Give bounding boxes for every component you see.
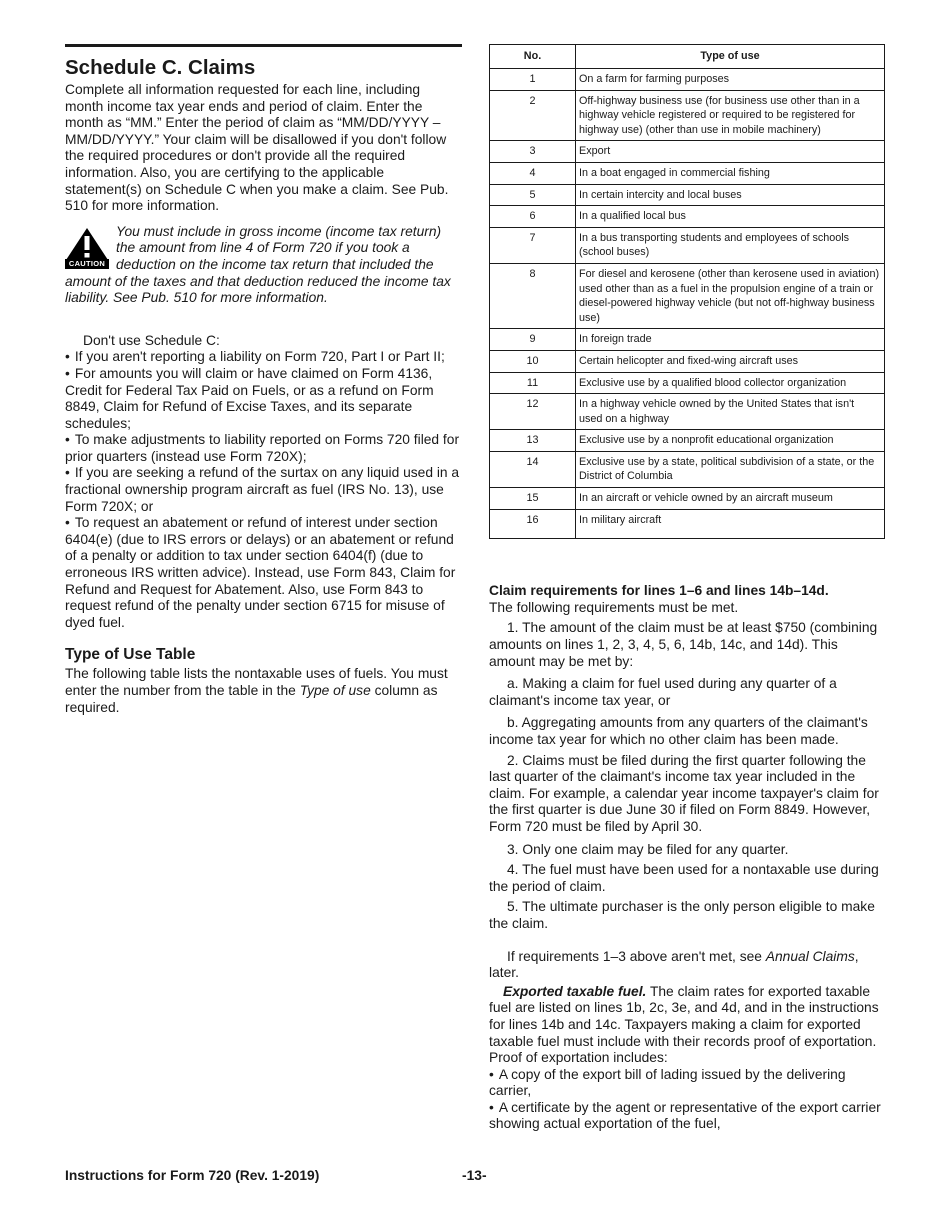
footer-form-name: Instructions for Form 720 (Rev. 1-2019) (65, 1168, 320, 1183)
table-row (490, 430, 885, 452)
caution-icon (65, 227, 109, 269)
row-use: In certain intercity and local buses (576, 184, 885, 206)
row-number: 8 (490, 263, 576, 328)
row-use: In a boat engaged in commercial fishing (576, 162, 885, 184)
table-row (490, 162, 885, 184)
dont-use-item: • To make adjustments to liability reported on Forms 720 filed for prior quarters (instead use Form 720X); (65, 432, 462, 465)
table-header-row (490, 45, 885, 69)
table-row (490, 394, 885, 430)
table-row (490, 372, 885, 394)
row-number: 5 (490, 184, 576, 206)
table-row (490, 141, 885, 163)
claim-requirements-intro: The following requirements must be met. (489, 599, 739, 615)
row-use: In foreign trade (576, 329, 885, 351)
dont-use-heading: Don't use Schedule C: (83, 332, 220, 348)
dont-use-item: • If you are seeking a refund of the surtax on any liquid used in a fractional ownership program aircraft as fuel (IRS No. 13), use Form 720X; or (65, 465, 462, 515)
export-proof-item: • A certificate by the agent or representative of the export carrier showing actual exportation of the fuel, (489, 1100, 885, 1133)
requirement-1a: a. Making a claim for fuel used during any quarter of a claimant's income tax year, or (489, 676, 837, 708)
row-number: 7 (490, 227, 576, 263)
row-number: 16 (490, 509, 576, 539)
row-number: 4 (490, 162, 576, 184)
table-row (490, 206, 885, 228)
row-use: Exclusive use by a state, political subdivision of a state, or the District of Columbia (576, 451, 885, 487)
intro-paragraph: Complete all information requested for each line, including month income tax year ends and period of claim. Enter the month as “MM.” Enter the period of claim as “MM/DD/YYYY – MM/DD/YYYY.” Your claim will be disallowed if you don't follow the required procedures or don't provide all the required information. Also, you are certifying to the applicable statement(s) on Schedule C when you make a claim. See Pub. 510 for more information. (65, 82, 449, 214)
exported-fuel-heading: Exported taxable fuel. (503, 983, 647, 999)
row-number: 12 (490, 394, 576, 430)
row-use: Exclusive use by a nonprofit educational organization (576, 430, 885, 452)
table-row (490, 509, 885, 539)
row-use: On a farm for farming purposes (576, 69, 885, 91)
row-use: Exclusive use by a qualified blood collector organization (576, 372, 885, 394)
claim-requirements-paragraph (489, 583, 885, 616)
row-number: 14 (490, 451, 576, 487)
left-column (65, 44, 462, 716)
table-row (490, 90, 885, 141)
row-number: 2 (490, 90, 576, 141)
annual-claims-note: If requirements 1–3 above aren't met, see Annual Claims, later. (489, 948, 859, 981)
row-use: Certain helicopter and fixed-wing aircraft uses (576, 350, 885, 372)
row-number: 11 (490, 372, 576, 394)
row-number: 3 (490, 141, 576, 163)
claim-requirements-heading: Claim requirements for lines 1–6 and lines 14b–14d. (489, 583, 829, 599)
row-number: 6 (490, 206, 576, 228)
row-use: Export (576, 141, 885, 163)
row-use: In an aircraft or vehicle owned by an aircraft museum (576, 488, 885, 510)
row-use: For diesel and kerosene (other than kerosene used in aviation) used other than as a fuel in the propulsion engine of a train or diesel-powered highway vehicle (but not off-highway business use) (576, 263, 885, 328)
row-use: In a qualified local bus (576, 206, 885, 228)
requirement-4: 4. The fuel must have been used for a nontaxable use during the period of claim. (489, 862, 879, 894)
column-header-no: No. (490, 45, 576, 69)
requirement-1b: b. Aggregating amounts from any quarters of the claimant's income tax year for which no other claim has been made. (489, 715, 868, 747)
row-number: 15 (490, 488, 576, 510)
dont-use-item: • If you aren't reporting a liability on Form 720, Part I or Part II; (65, 349, 462, 366)
requirement-2: 2. Claims must be filed during the first quarter following the last quarter of the claimant's income tax year included in the claim. For example, a calendar year income taxpayer's claim for the first quarter is due June 30 if filed on Form 8849. However, Form 720 must be filed by April 30. (489, 752, 879, 834)
dont-use-item: • To request an abatement or refund of interest under section 6404(e) (due to IRS errors or delays) or an abatement or refund of a penalty or addition to tax under section 6404(f) (due to erroneous IRS written advice). Instead, use Form 843, Claim for Refund and Request for Abatement. Also, use Form 843 to request refund of the penalty under section 6715 for misuse of dyed fuel. (65, 515, 462, 631)
table-row (490, 350, 885, 372)
column-header-type: Type of use (576, 45, 885, 69)
export-proof-item: • A copy of the export bill of lading issued by the delivering carrier, (489, 1067, 885, 1100)
row-use: In a bus transporting students and employees of schools (school buses) (576, 227, 885, 263)
exported-fuel-paragraph: Exported taxable fuel. The claim rates for exported taxable fuel are listed on lines 1b, 2c, 3e, and 4d, and in the instructions for lines 14b and 14c. Taxpayers making a claim for exported taxable fuel must include with their records proof of exportation. Proof of exportation includes: (489, 983, 879, 1066)
caution-label: CAUTION (65, 259, 109, 269)
page-number: -13- (462, 1168, 487, 1183)
table-row (490, 451, 885, 487)
table-row (490, 227, 885, 263)
table-row (490, 329, 885, 351)
row-number: 13 (490, 430, 576, 452)
warning-triangle-icon (65, 227, 109, 261)
table-row (490, 69, 885, 91)
row-number: 10 (490, 350, 576, 372)
row-use: In military aircraft (576, 509, 885, 539)
heading-rule (65, 44, 462, 47)
requirement-1: 1. The amount of the claim must be at least $750 (combining amounts on lines 1, 2, 3, 4, 5, 6, 14b, 14c, and 14d). This amount may be met by: (489, 620, 878, 669)
table-row (490, 488, 885, 510)
right-column (489, 44, 885, 1133)
dont-use-item: • For amounts you will claim or have claimed on Form 4136, Credit for Federal Tax Paid on Fuels, or as a refund on Form 8849, Claim for Refund of Excise Taxes, and its separate schedules; (65, 366, 462, 432)
type-of-use-table (489, 44, 885, 539)
row-number: 9 (490, 329, 576, 351)
table-row (490, 263, 885, 328)
type-of-use-intro: The following table lists the nontaxable uses of fuels. You must enter the number from the table in the Type of use column as required. (65, 666, 448, 715)
caution-text: You must include in gross income (income tax return) the amount from line 4 of Form 720 if you took a deduction on the income tax return that included the amount of the taxes and that deduction reduced the income tax liability. See Pub. 510 for more information. (65, 223, 451, 306)
type-of-use-title: Type of Use Table (65, 646, 196, 664)
row-use: Off-highway business use (for business use other than in a highway vehicle registered or required to be registered for highway use) (other than use in mobile machinery) (576, 90, 885, 141)
section-title: Schedule C. Claims (65, 56, 256, 79)
row-use: In a highway vehicle owned by the United States that isn't used on a highway (576, 394, 885, 430)
table-row (490, 184, 885, 206)
row-number: 1 (490, 69, 576, 91)
requirement-5: 5. The ultimate purchaser is the only person eligible to make the claim. (489, 899, 875, 931)
caution-box (65, 224, 462, 307)
requirement-3: 3. Only one claim may be filed for any quarter. (507, 841, 789, 857)
